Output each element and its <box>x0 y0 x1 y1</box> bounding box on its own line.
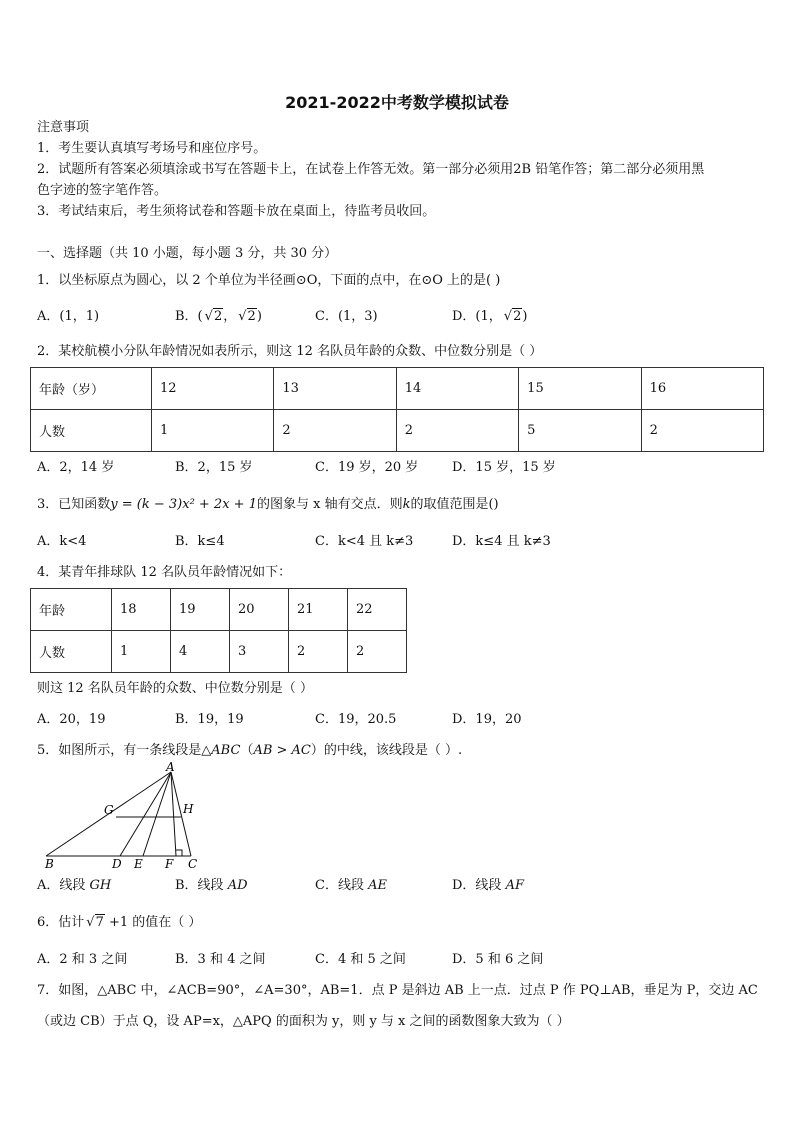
question-2-options <box>37 459 777 477</box>
segment-ae <box>143 772 171 856</box>
sqrt-expression: √2 <box>204 309 223 324</box>
option-c: C．k<4 且 k≠3 <box>315 534 414 549</box>
table-cell: 年龄 <box>31 589 112 631</box>
label-f: F <box>165 857 174 871</box>
note-item: 2．试题所有答案必须填涂或书写在答题卡上，在试卷上作答无效。第一部分必须用2B 铅笔作答；第二部分必须用黑 <box>37 162 705 177</box>
option-c: C．(1，3) <box>315 309 378 324</box>
table-cell: 人数 <box>31 631 112 673</box>
right-angle-mark <box>176 850 182 856</box>
table-cell: 2 <box>274 410 396 452</box>
question-7-line-1: 7．如图，△ABC 中，∠ACB=90°，∠A=30°，AB=1．点 P 是斜边 AB 上一点．过点 P 作 PQ⊥AB，垂足为 P，交边 AC <box>37 983 758 998</box>
table-cell: 1 <box>112 631 171 673</box>
age-table-q4 <box>30 588 407 673</box>
label-e: E <box>134 857 143 871</box>
question-7-line-2: （或边 CB）于点 Q，设 AP=x，△APQ 的面积为 y，则 y 与 x 之间的函数图象大致为（ ） <box>37 1014 570 1029</box>
sqrt-expression: √2 <box>238 309 256 324</box>
table-cell: 22 <box>348 589 407 631</box>
table-cell: 3 <box>230 631 289 673</box>
triangle-figure <box>38 762 208 872</box>
table-cell: 14 <box>396 368 518 410</box>
function-formula: y = (k − 3)x² + 2x + 1 <box>110 497 257 512</box>
section-heading: 一、选择题（共 10 小题，每小题 3 分，共 30 分） <box>37 246 338 261</box>
table-row <box>31 410 764 452</box>
table-cell: 12 <box>152 368 274 410</box>
question-4-stem: 4．某青年排球队 12 名队员年龄情况如下： <box>37 565 292 580</box>
table-cell: 2 <box>289 631 348 673</box>
table-cell: 4 <box>171 631 230 673</box>
label-g: G <box>104 803 114 817</box>
option-b: B．( √2， √2) <box>175 309 262 324</box>
option-d: D．19，20 <box>452 712 522 727</box>
table-cell: 2 <box>641 410 763 452</box>
table-row <box>31 631 407 673</box>
table-cell: 20 <box>230 589 289 631</box>
question-6-stem: 6．估计 √7 +1 的值在（ ） <box>37 915 202 930</box>
option-a: A．2，14 岁 <box>37 460 115 475</box>
table-cell: 人数 <box>31 410 152 452</box>
note-item: 色字迹的签字笔作答。 <box>37 183 168 198</box>
option-a: A．2 和 3 之间 <box>37 952 128 967</box>
label-h: H <box>183 802 194 816</box>
page-title: 2021-2022中考数学模拟试卷 <box>285 93 509 112</box>
option-c: C．4 和 5 之间 <box>315 952 406 967</box>
option-c: C．19，20.5 <box>315 712 397 727</box>
question-5-options <box>37 877 777 895</box>
table-cell: 15 <box>519 368 641 410</box>
sqrt-expression: √7 <box>86 915 104 930</box>
option-b: B．线段 AD <box>175 878 248 893</box>
table-cell: 2 <box>396 410 518 452</box>
label-a: A <box>166 762 175 774</box>
option-d: D．5 和 6 之间 <box>452 952 544 967</box>
note-item: 3．考试结束后，考生须将试卷和答题卡放在桌面上，待监考员收回。 <box>37 204 436 219</box>
option-c: C．线段 AE <box>315 878 387 893</box>
question-3-options <box>37 533 777 551</box>
sqrt-expression: √2 <box>503 309 522 324</box>
table-cell: 年龄（岁） <box>31 368 152 410</box>
table-cell: 18 <box>112 589 171 631</box>
label-c: C <box>188 857 198 871</box>
notes-heading: 注意事项 <box>37 120 90 135</box>
question-6-options <box>37 951 777 969</box>
option-d: D．(1， √2) <box>452 309 528 324</box>
option-a: A．k<4 <box>37 534 87 549</box>
option-b: B．19，19 <box>175 712 244 727</box>
option-a: A．20，19 <box>37 712 106 727</box>
option-a: A．线段 GH <box>37 878 112 893</box>
question-5-stem: 5．如图所示，有一条线段是△ABC（AB > AC）的中线，该线段是（ ）. <box>37 743 463 758</box>
table-cell: 16 <box>641 368 763 410</box>
table-cell: 1 <box>152 410 274 452</box>
question-4-followup: 则这 12 名队员年龄的众数、中位数分别是（ ） <box>37 681 313 696</box>
question-4-options <box>37 711 777 729</box>
option-b: B．k≤4 <box>175 534 225 549</box>
table-cell: 2 <box>348 631 407 673</box>
note-item: 1．考生要认真填写考场号和座位序号。 <box>37 141 267 156</box>
label-d: D <box>112 857 122 871</box>
table-cell: 21 <box>289 589 348 631</box>
question-3-stem: 3．已知函数y = (k − 3)x² + 2x + 1的图象与 x 轴有交点．则k的取值范围是() <box>37 497 499 512</box>
option-d: D．线段 AF <box>452 878 524 893</box>
label-b: B <box>45 857 54 871</box>
option-d: D．k≤4 且 k≠3 <box>452 534 551 549</box>
table-cell: 5 <box>519 410 641 452</box>
table-cell: 19 <box>171 589 230 631</box>
table-row <box>31 589 407 631</box>
question-1-options <box>37 308 777 326</box>
question-1-stem: 1．以坐标原点为圆心，以 2 个单位为半径画⊙O，下面的点中，在⊙O 上的是( ) <box>37 273 501 288</box>
table-row <box>31 368 764 410</box>
question-2-stem: 2．某校航模小分队年龄情况如表所示，则这 12 名队员年龄的众数、中位数分别是（ ） <box>37 344 543 359</box>
age-table-q2 <box>30 367 764 452</box>
table-cell: 13 <box>274 368 396 410</box>
option-b: B．3 和 4 之间 <box>175 952 266 967</box>
option-c: C．19 岁，20 岁 <box>315 460 419 475</box>
option-a: A．(1，1) <box>37 309 100 324</box>
option-d: D．15 岁，15 岁 <box>452 460 556 475</box>
option-b: B．2，15 岁 <box>175 460 253 475</box>
segment-ad <box>120 772 171 856</box>
